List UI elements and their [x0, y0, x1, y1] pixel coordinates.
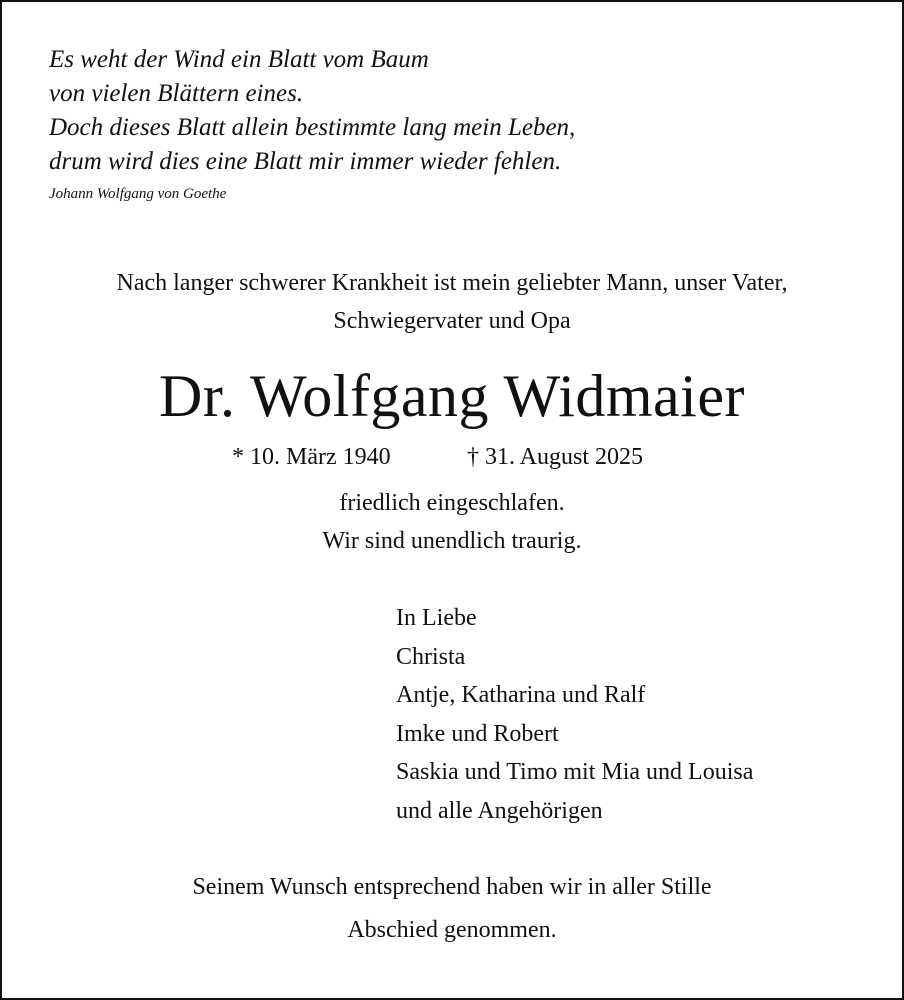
- deceased-name: Dr. Wolfgang Widmaier: [159, 363, 745, 429]
- family-line: In Liebe: [396, 605, 477, 631]
- closing-line-1: Seinem Wunsch entsprechend haben wir in aller Stille: [192, 874, 712, 900]
- message-line-2: Wir sind unendlich traurig.: [322, 528, 582, 554]
- poem-line: von vielen Blättern eines.: [49, 80, 304, 107]
- intro-line-2: Schwiegervater und Opa: [333, 308, 571, 334]
- closing-line-2: Abschied genommen.: [347, 917, 557, 943]
- family-line: Christa: [396, 644, 466, 670]
- family-line: Saskia und Timo mit Mia und Louisa: [396, 759, 754, 785]
- poem-line: Doch dieses Blatt allein bestimmte lang mein Leben,: [49, 114, 576, 141]
- family-line: Antje, Katharina und Ralf: [396, 682, 646, 708]
- family-line: und alle Angehörigen: [396, 798, 603, 824]
- poem-line: Es weht der Wind ein Blatt vom Baum: [49, 46, 429, 73]
- family-line: Imke und Robert: [396, 721, 559, 747]
- death-date: † 31. August 2025: [467, 444, 644, 470]
- poem-line: drum wird dies eine Blatt mir immer wieder fehlen.: [49, 148, 562, 175]
- poem-author: Johann Wolfgang von Goethe: [49, 186, 227, 202]
- intro-line-1: Nach langer schwerer Krankheit ist mein geliebter Mann, unser Vater,: [116, 270, 788, 296]
- message-line-1: friedlich eingeschlafen.: [339, 490, 565, 516]
- birth-date: * 10. März 1940: [232, 444, 391, 470]
